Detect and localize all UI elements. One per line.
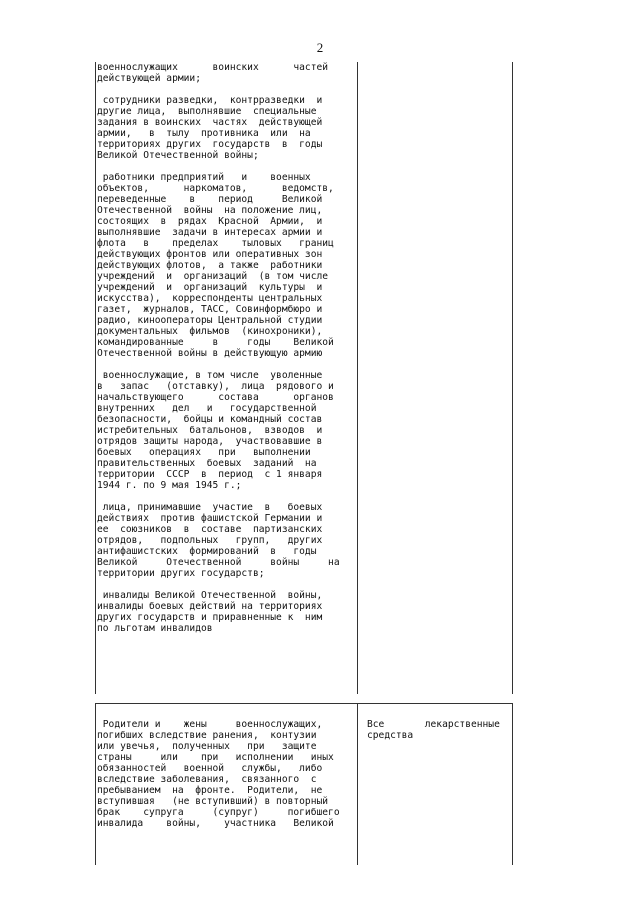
text-line: командированные в годы Великой xyxy=(97,337,334,348)
text-line: по льготам инвалидов xyxy=(97,623,213,634)
table-left-border-row2 xyxy=(95,703,96,865)
text-line: Отечественной войны на положение лиц, xyxy=(97,205,323,216)
text-line: отрядов защиты народа, участвовавшие в xyxy=(97,436,323,447)
text-line: действиях против фашистской Германии и xyxy=(97,513,323,524)
table-row2-right-cell xyxy=(367,719,510,752)
text-line: территории СССР в период с 1 января xyxy=(97,469,323,480)
text-line: ее союзников в составе партизанских xyxy=(97,524,323,535)
text-line: брак супруга (супруг) погибшего xyxy=(97,807,340,818)
text-line: действующей армии; xyxy=(97,73,201,84)
paragraph xyxy=(367,719,510,741)
paragraph xyxy=(97,95,349,161)
text-line: вступившая (не вступивший) в повторный xyxy=(97,796,329,807)
text-line: сотрудники разведки, контрразведки и xyxy=(97,95,323,106)
text-line: выполнявшие задачи в интересах армии и xyxy=(97,227,323,238)
table-row2-left-cell xyxy=(97,719,349,840)
table-row2-top-border xyxy=(95,703,513,704)
text-line: пребыванием на фронте. Родители, не xyxy=(97,785,323,796)
text-line: искусства), корреспонденты центральных xyxy=(97,293,323,304)
text-line: погибших вследствие ранения, контузии xyxy=(97,730,317,741)
text-line: Все лекарственные xyxy=(367,719,500,730)
text-line: лица, принимавшие участие в боевых xyxy=(97,502,323,513)
text-line: задания в воинских частях действующей xyxy=(97,117,323,128)
table-row1-left-cell xyxy=(97,62,349,645)
text-line: учреждений и организаций культуры и xyxy=(97,282,323,293)
text-line: инвалиды боевых действий на территориях xyxy=(97,601,323,612)
text-line: радио, кинооператоры Центральной студии xyxy=(97,315,323,326)
text-line: инвалиды Великой Отечественной войны, xyxy=(97,590,323,601)
text-line: военнослужащие, в том числе уволенные xyxy=(97,370,323,381)
text-line: боевых операциях при выполнении xyxy=(97,447,311,458)
text-line: вследствие заболевания, связанного с xyxy=(97,774,317,785)
table-mid-border-row2 xyxy=(357,703,358,865)
text-line: другие лица, выполнявшие специальные xyxy=(97,106,317,117)
text-line: инвалида войны, участника Великой xyxy=(97,818,334,829)
table-right-border-row2 xyxy=(512,703,513,865)
text-line: газет, журналов, ТАСС, Совинформбюро и xyxy=(97,304,323,315)
table-left-border xyxy=(95,62,96,694)
text-line: антифашистских формирований в годы xyxy=(97,546,317,557)
table-mid-border xyxy=(357,62,358,694)
text-line: других государств и приравненные к ним xyxy=(97,612,323,623)
text-line: военнослужащих воинских частей xyxy=(97,62,329,73)
text-line: страны или при исполнении иных xyxy=(97,752,334,763)
page-number: 2 xyxy=(316,40,324,55)
text-line: переведенные в период Великой xyxy=(97,194,323,205)
text-line: документальных фильмов (кинохроники), xyxy=(97,326,323,337)
text-line: обязанностей военной службы, либо xyxy=(97,763,323,774)
text-line: правительственных боевых заданий на xyxy=(97,458,317,469)
paragraph xyxy=(97,62,349,84)
text-line: территориях других государств в годы xyxy=(97,139,323,150)
text-line: действующих фронтов или оперативных зон xyxy=(97,249,323,260)
text-line: безопасности, бойцы и командный состав xyxy=(97,414,323,425)
table-right-border xyxy=(512,62,513,694)
text-line: 1944 г. по 9 мая 1945 г.; xyxy=(97,480,242,491)
paragraph xyxy=(97,502,349,579)
text-line: учреждений и организаций (в том числе xyxy=(97,271,329,282)
text-line: Великой Отечественной войны на xyxy=(97,557,340,568)
text-line: внутренних дел и государственной xyxy=(97,403,317,414)
text-line: территории других государств; xyxy=(97,568,265,579)
text-line: флота в пределах тыловых границ xyxy=(97,238,334,249)
text-line: отрядов, подпольных групп, других xyxy=(97,535,323,546)
text-line: или увечья, полученных при защите xyxy=(97,741,317,752)
paragraph xyxy=(97,172,349,359)
text-line: начальствующего состава органов xyxy=(97,392,334,403)
text-line: действующих флотов, а также работники xyxy=(97,260,323,271)
paragraph xyxy=(97,370,349,491)
paragraph xyxy=(97,590,349,634)
text-line: Родители и жены военнослужащих, xyxy=(97,719,323,730)
text-line: средства xyxy=(367,730,414,741)
text-line: истребительных батальонов, взводов и xyxy=(97,425,323,436)
text-line: работники предприятий и военных xyxy=(97,172,311,183)
text-line: Отечественной войны в действующую армию xyxy=(97,348,323,359)
paragraph xyxy=(97,719,349,829)
text-line: объектов, наркоматов, ведомств, xyxy=(97,183,334,194)
text-line: армии, в тылу противника или на xyxy=(97,128,311,139)
text-line: состоящих в рядах Красной Армии, и xyxy=(97,216,323,227)
text-line: Великой Отечественной войны; xyxy=(97,150,259,161)
text-line: в запас (отставку), лица рядового и xyxy=(97,381,334,392)
